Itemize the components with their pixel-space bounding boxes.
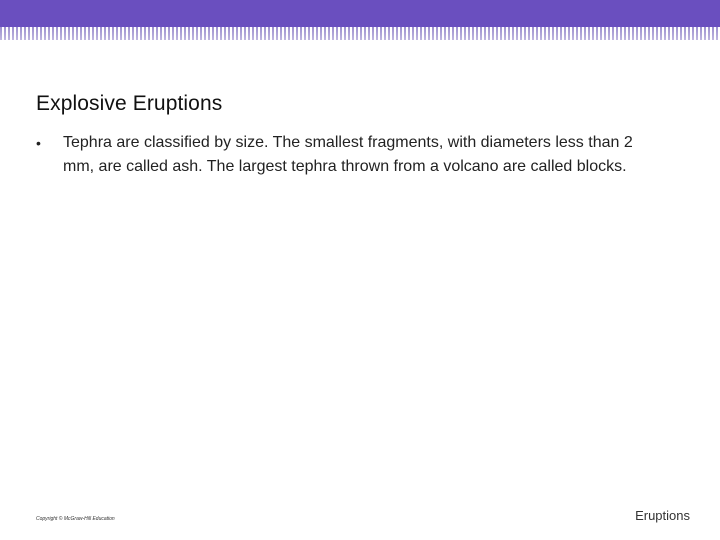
bullet-marker: • (36, 135, 41, 151)
bullet-list (36, 131, 666, 179)
bullet-item (36, 131, 666, 179)
bullet-text: Tephra are classified by size. The smallest fragments, with diameters less than 2 mm, are called ash. The largest tephra thrown from a volcano are called blocks. (63, 134, 633, 175)
footer-section-label: Eruptions (635, 508, 690, 523)
slide-title: Explosive Eruptions (36, 92, 223, 115)
footer-copyright: Copyright © McGraw-Hill Education (36, 516, 115, 522)
header-stripe-fade (0, 27, 720, 40)
header-bar (0, 0, 720, 27)
